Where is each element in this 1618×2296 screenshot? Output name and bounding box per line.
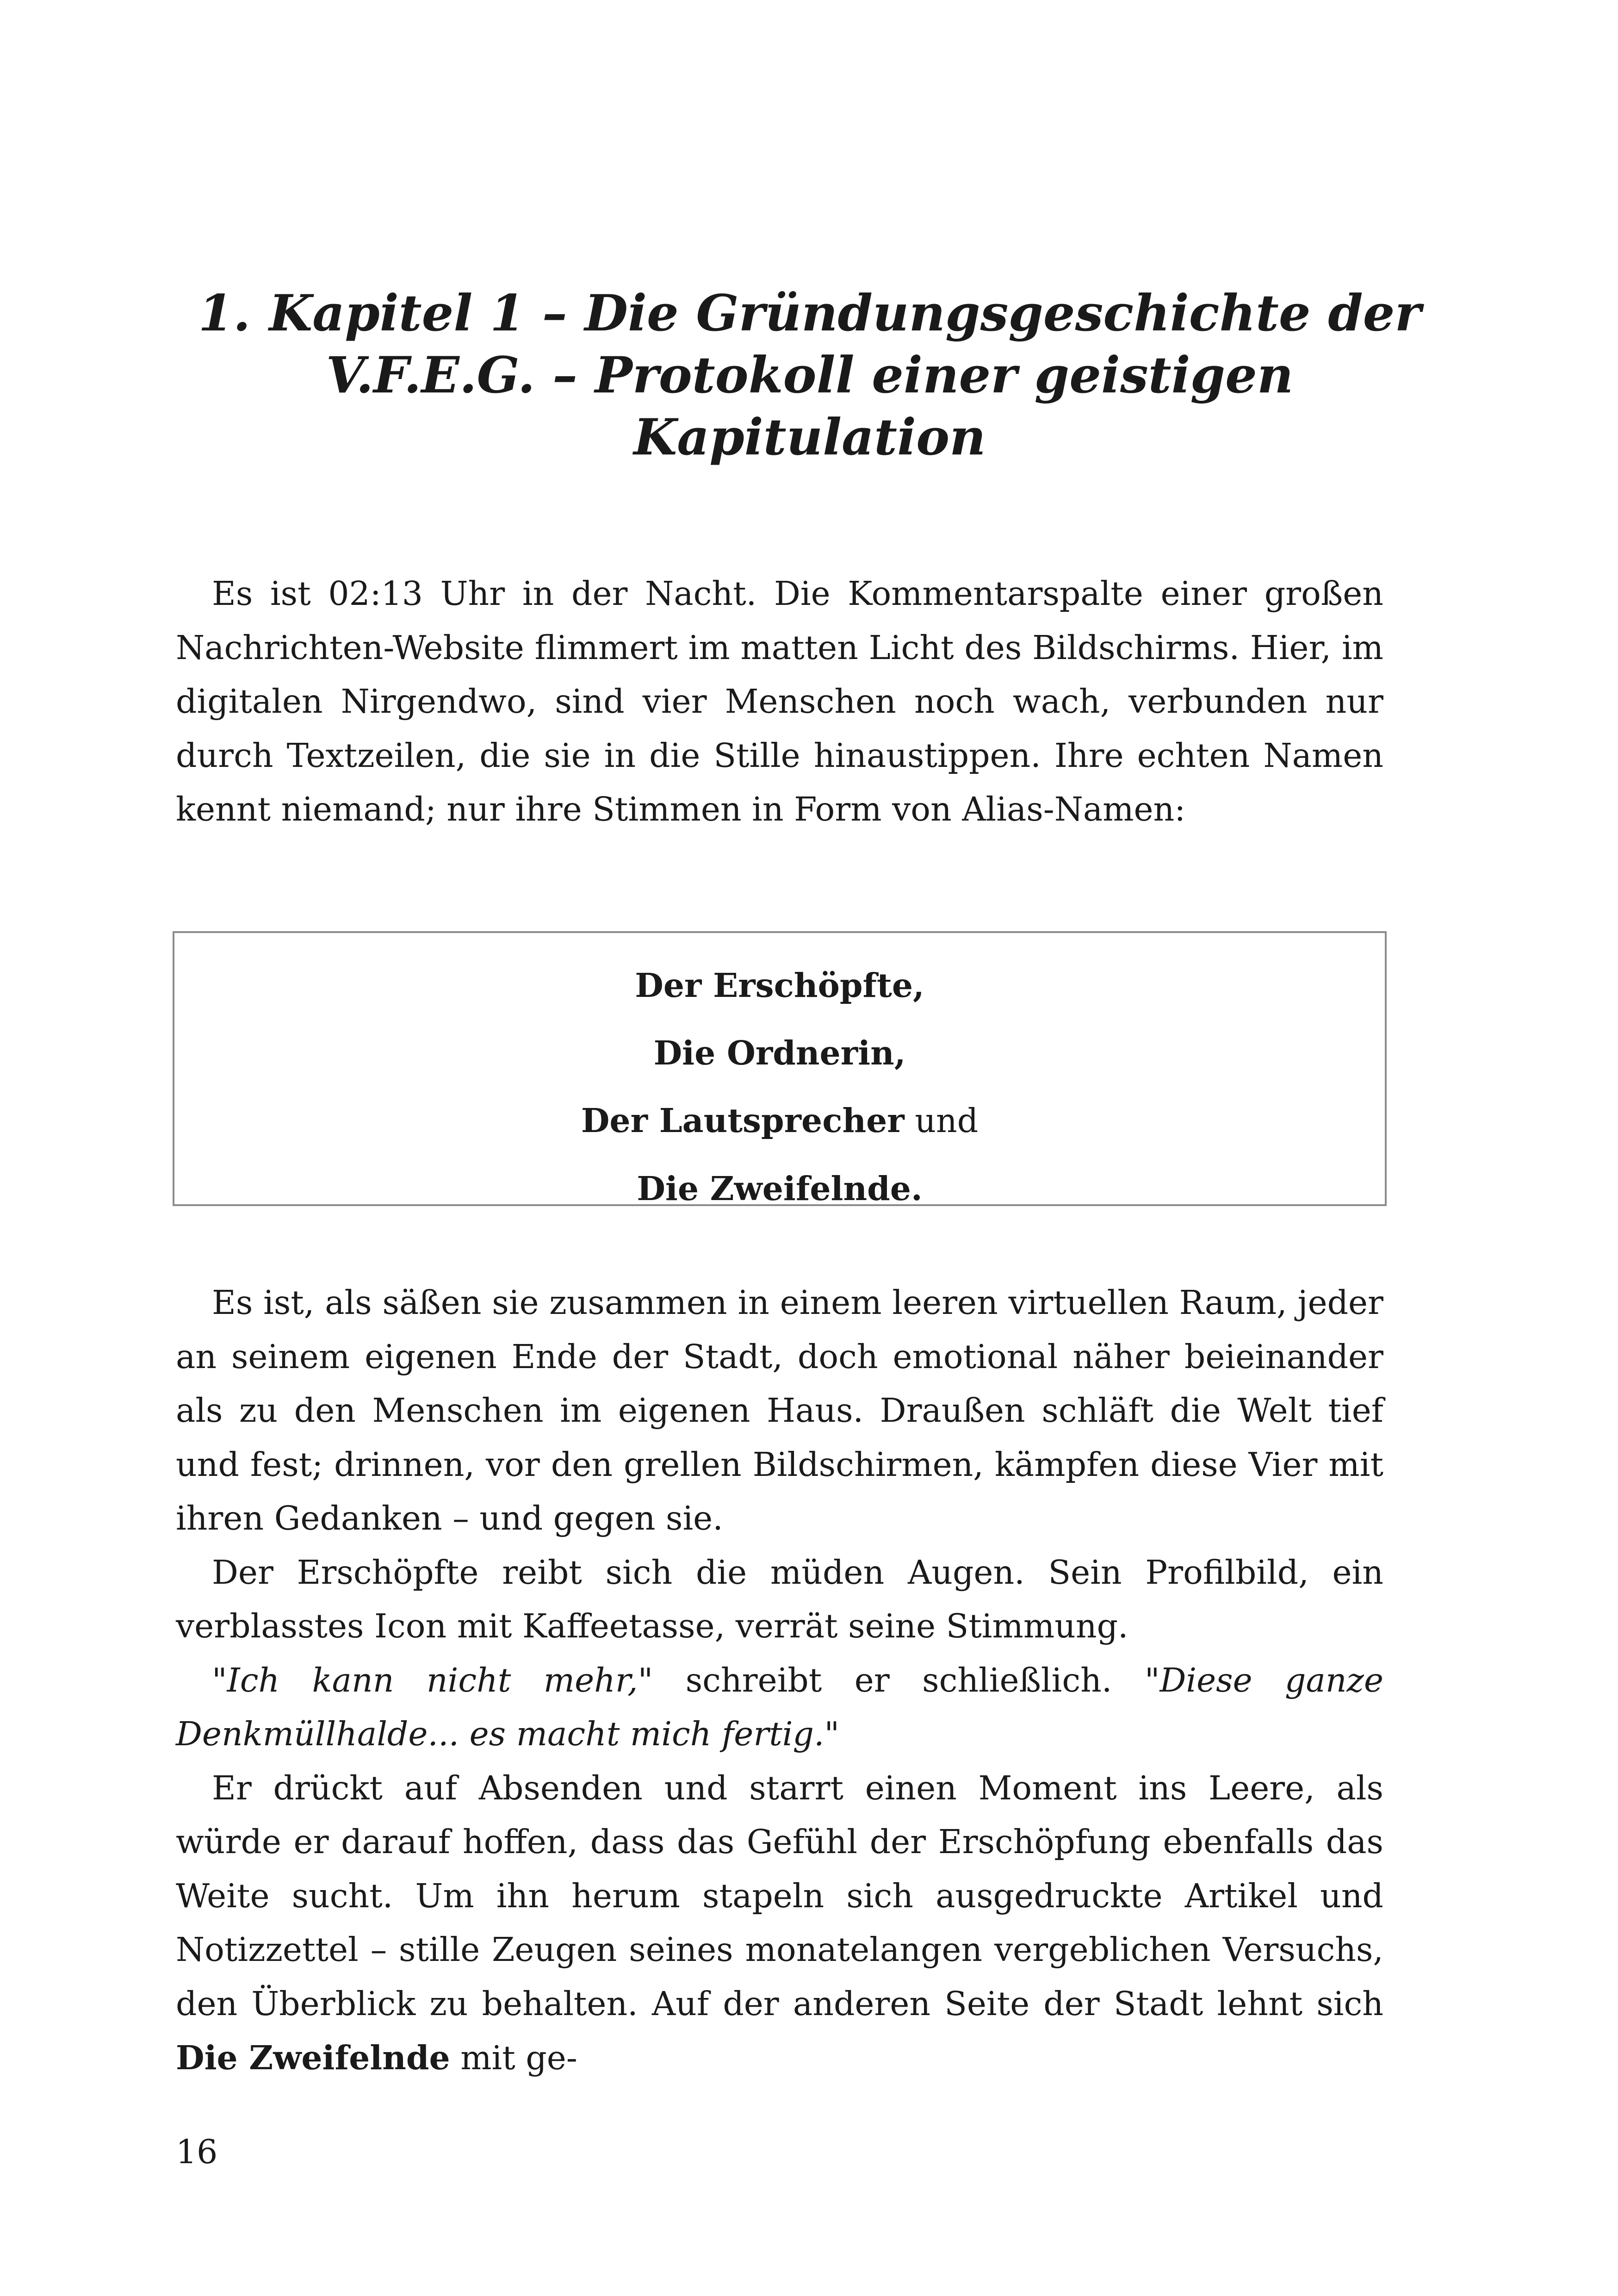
body-paragraph-2: Der Erschöpfte reibt sich die müden Augen. Sein Profilbild, ein verblasstes Icon mit Kaffeetasse, verrät seine Stimmung. — [176, 1553, 1383, 1645]
body-paragraph-3 — [176, 1654, 1383, 1761]
quote-connector: schreibt er schließlich. — [653, 1661, 1145, 1699]
alias-lautsprecher-line — [174, 1087, 1385, 1155]
chapter-title-line-3: Kapitulation — [633, 408, 986, 467]
quote-1: "Ich kann nicht mehr," — [212, 1661, 653, 1699]
chapter-title-line-2: V.F.E.G. – Protokoll einer geistigen — [326, 346, 1294, 404]
body-paragraph-4 — [176, 1761, 1383, 2085]
paragraph-4-end: mit ge- — [450, 2039, 577, 2077]
alias-lautsprecher: Der Lautsprecher — [581, 1101, 905, 1140]
body-paragraph-1: Es ist, als säßen sie zusammen in einem leeren virtuellen Raum, jeder an seinem eigenen Ende der Stadt, doch emotional näher beieinander als zu den Menschen im eigenen Haus. Draußen schläft die Welt tief und fest; drinnen, vor den grellen Bildschirmen, kämpfen diese Vier mit ihren Gedanken – und gegen sie. — [176, 1283, 1383, 1537]
paragraph-4-start: Er drückt auf Absenden und starrt einen Moment ins Leere, als würde er darauf hoffen, dass das Gefühl der Erschöpfung ebenfalls das Weite sucht. Um ihn herum stapeln sich ausgedruckte Artikel und Notizzettel – stille Zeugen seines monatelangen vergeblichen Versuchs, den Überblick zu behalten. Auf der anderen Seite der Stadt lehnt sich — [176, 1768, 1383, 2023]
chapter-title-line-1: Kapitel 1 – Die Gründungsgeschichte der — [269, 284, 1421, 342]
chapter-number: 1. — [198, 284, 251, 342]
alias-ordnerin: Die Ordnerin, — [653, 1033, 906, 1072]
aliases-box — [173, 931, 1387, 1206]
main-text-block — [176, 1276, 1383, 2085]
page-number: 16 — [176, 2133, 218, 2171]
alias-erschoepfte: Der Erschöpfte, — [635, 966, 924, 1005]
alias-zweifelnde: Die Zweifelnde. — [637, 1169, 923, 1208]
chapter-heading — [176, 282, 1444, 468]
intro-paragraph: Es ist 02:13 Uhr in der Nacht. Die Kommentarspalte einer großen Nachrichten-Website flimmert im matten Licht des Bildschirms. Hier, im digitalen Nirgendwo, sind vier Menschen noch wach, verbunden nur durch Textzeilen, die sie in die Stille hinaustippen. Ihre echten Namen kennt niemand; nur ihre Stimmen in Form von Alias-Namen: — [176, 574, 1383, 828]
intro-paragraph-block — [176, 567, 1383, 837]
quote-2: "Diese ganze Denkmüllhalde... es macht mich fertig." — [176, 1661, 1383, 1753]
paragraph-4-bold-name: Die Zweifelnde — [176, 2038, 450, 2077]
alias-conjunction: und — [904, 1101, 979, 1140]
